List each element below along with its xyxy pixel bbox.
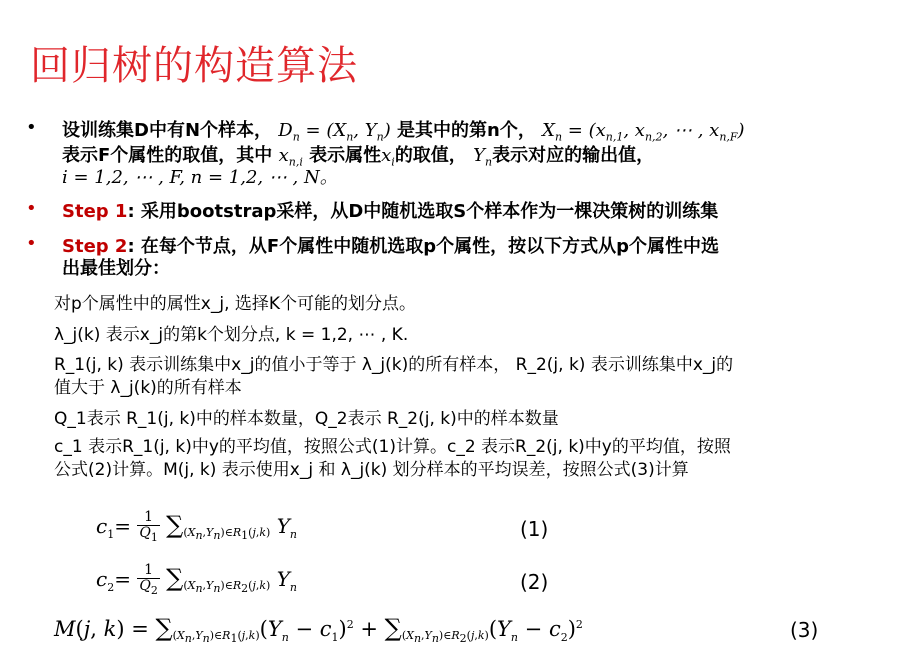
step2-text: : 在每个节点，从F个属性中随机选取p个属性，按以下方式从p个属性中选 (127, 236, 719, 257)
equation-3: M(j, $k) = \sum_{(X_n,Y_n)\in R_1(j,k)}(Y_n - c_1)^2 + \sum_{(X_n,Y_n)\in R_2(j,k)}(Y_n - c_2)^2$ (54, 614, 583, 646)
desc-line-6: c_1 表示R_1(j, k)中y的平均值，按照公式(1)计算。c_2 表示R_2(j, k)中y的平均值，按照 (54, 437, 731, 457)
equation-2-number: (2) (520, 570, 549, 594)
step1-line (62, 197, 718, 223)
bullet1-text-a: 设训练集D中有N个样本， (62, 120, 273, 141)
step2-label: Step 2 (62, 236, 128, 257)
desc-line-7: 公式(2)计算。M(j, k) 表示使用x_j 和 λ_j(k) 划分样本的平均误差，按照公式(3)计算 (54, 460, 689, 480)
bullet1-text-f: 表示对应的输出值， (492, 145, 655, 166)
bullet-dot: • (26, 198, 37, 219)
bullet1-line1 (62, 116, 745, 144)
step1-label: Step 1 (62, 201, 128, 222)
math-Yn: $Y_n$ (473, 145, 493, 169)
math-xni: $x_{n,i}$ (278, 145, 303, 169)
math-Dn: $D_n = (X_n$, $Y_n$) (278, 120, 391, 144)
desc-line-2: λ_j(k) 表示x_j的第k个划分点, k = 1,2, ⋯ , K. (54, 325, 409, 345)
equation-1: $c_1=$ $\frac{1}{Q_1}$ $\sum_{(X_n,Y_n)\in R_1(j,k)}$ $Y_n$ (96, 509, 297, 544)
step1-text: : 采用bootstrap采样，从D中随机选取S个样本作为一棵决策树的训练集 (127, 201, 719, 222)
desc-line-1: 对p个属性中的属性x_j, 选择K个可能的划分点。 (54, 294, 417, 314)
equation-3-number: (3) (790, 618, 819, 642)
math-xi: $x_i$ (381, 145, 395, 169)
fraction-1: $\frac{1}{Q_1}$ (139, 509, 158, 544)
equation-2: $c_2=$ $\frac{1}{Q_2}$ $\sum_{(X_n,Y_n)\in R_2(j,k)}$ $Y_n$ (96, 562, 297, 597)
bullet1-text-d: 表示属性 (309, 145, 382, 166)
fraction-2: $\frac{1}{Q_2}$ (139, 562, 158, 597)
bullet1-line3: i = 1,2, ⋯ , F, n = 1,2, ⋯ , N。 (62, 167, 338, 188)
bullet1-text-e: 的取值， (394, 145, 467, 166)
step2-line2: 出最佳划分： (62, 258, 170, 279)
page-title: 回归树的构造算法 (30, 43, 358, 89)
equation-1-number: (1) (520, 517, 549, 541)
desc-line-5: Q_1表示 R_1(j, k)中的样本数量，Q_2表示 R_2(j, k)中的样本数量 (54, 409, 559, 429)
desc-line-4: 值大于 λ_j(k)的所有样本 (54, 378, 242, 398)
bullet1-text-b: 是其中的第n个， (397, 120, 536, 141)
desc-line-3: R_1(j, k) 表示训练集中x_j的值小于等于 λ_j(k)的所有样本， R_2(j, k) 表示训练集中x_j的 (54, 355, 734, 375)
bullet-dot: • (26, 117, 37, 138)
bullet-dot: • (26, 233, 37, 254)
math-Xn: $X_n = (x_{n,1}$, $x_{n,2}$, ⋯ , $x_{n,F}$) (542, 120, 745, 144)
bullet1-text-c: 表示F个属性的取值，其中 (62, 145, 273, 166)
